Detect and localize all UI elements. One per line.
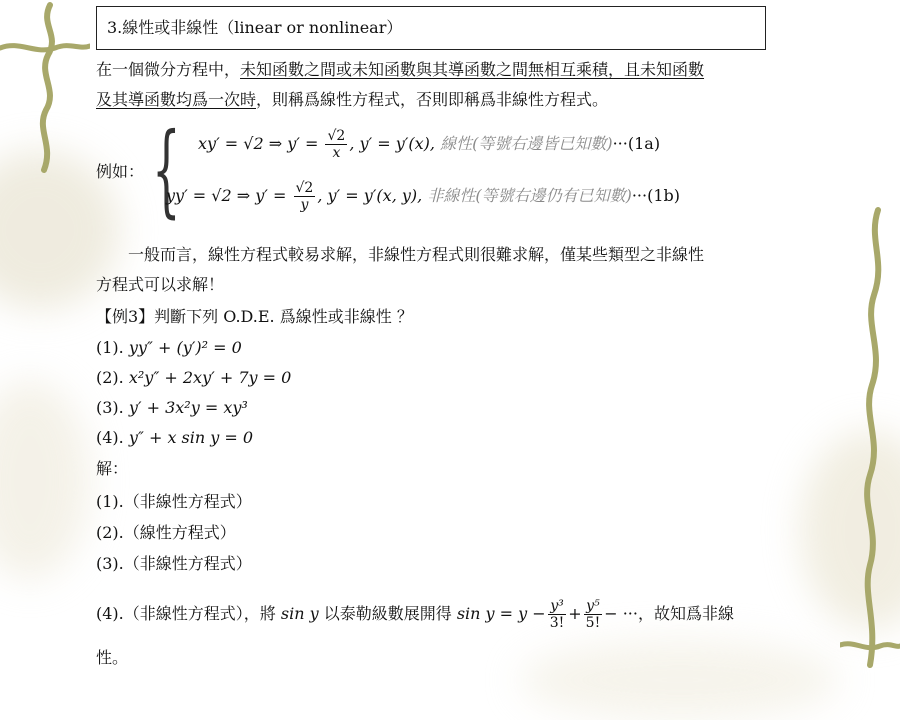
problem-equation: y″ + x sin y = 0 (128, 428, 254, 447)
eq1b-frac-num: √2 (295, 180, 314, 196)
general-line-1: 一般而言，線性方程式較易求解，非線性方程式則很難求解，僅某些類型之非線性 (128, 245, 705, 264)
eq1a-frac-den: x (332, 145, 341, 161)
intro-underlined-2: 及其導函數均爲一次時 (96, 90, 257, 109)
answer4-suffix: ，故知爲非線 (637, 604, 734, 623)
series-term-2-den: 5! (585, 615, 601, 631)
document-page (96, 0, 826, 675)
answer-1: (1).（非線性方程式） (96, 492, 252, 511)
answer-4 (96, 598, 734, 631)
intro-prefix: 在一個微分方程中， (96, 60, 241, 79)
answer4-sin: sin y (280, 604, 319, 623)
eq1a-lhs: xy′ = √2 ⇒ y′ = (198, 134, 319, 153)
eq1b-tag: ···(1b) (631, 186, 680, 205)
problem-number: (3). (96, 398, 124, 417)
eq1b-note: 非線性(等號右邊仍有已知數) (427, 186, 632, 205)
background-blob-left-lower (0, 380, 90, 580)
eq1a-note: 線性(等號右邊皆已知數) (440, 134, 613, 153)
eq1a-tag: ···(1a) (612, 134, 661, 153)
solution-label: 解： (96, 459, 129, 478)
problem-4 (96, 425, 253, 451)
problem-equation: yy″ + (y′)² = 0 (128, 338, 242, 357)
answer4-prefix: (4).（非線性方程式），將 (96, 604, 276, 623)
eq1a-rest: , y′ = y′(x), (349, 134, 435, 153)
intro-line-1 (96, 56, 704, 83)
series-tail: − ··· (604, 604, 638, 623)
example-label: 例如： (96, 162, 145, 181)
intro-underlined-1: 未知函數之間或未知函數與其導函數之間無相互乘積，且未知函數 (240, 60, 705, 79)
eq1b-rest: , y′ = y′(x, y), (317, 186, 423, 205)
series-term-2-num: y⁵ (584, 598, 603, 615)
intro-suffix: ，則稱爲線性方程式，否則即稱爲非線性方程式。 (256, 90, 609, 109)
eq1b-frac-den: y (300, 197, 309, 213)
problem-equation: y′ + 3x²y = xy³ (128, 398, 248, 417)
answer4-lhs: sin y = y − (456, 604, 546, 623)
eq1b-fraction (294, 180, 316, 213)
answer-3: (3).（非線性方程式） (96, 554, 252, 573)
answer-4-line-2: 性。 (96, 648, 129, 667)
example3-heading: 【例3】判斷下列 O.D.E. 爲線性或非線性 ？ (96, 307, 413, 326)
section-title: 3.線性或非線性（linear or nonlinear） (96, 6, 766, 50)
eq1a-fraction (325, 128, 347, 161)
brace-icon: { (152, 111, 181, 228)
intro-line-2 (96, 86, 608, 113)
problem-equation: x²y″ + 2xy′ + 7y = 0 (128, 368, 292, 387)
series-term-1-den: 3! (549, 615, 565, 631)
problem-2 (96, 365, 291, 391)
equation-1a (198, 128, 660, 161)
eq1b-lhs: yy′ = √2 ⇒ y′ = (166, 186, 287, 205)
equation-1b (166, 180, 680, 213)
general-line-2: 方程式可以求解！ (96, 275, 225, 294)
vine-decoration-left-icon (0, 0, 90, 180)
vine-decoration-right-icon (840, 200, 900, 675)
series-term-1-num: y³ (548, 598, 567, 615)
eq1a-frac-num: √2 (327, 128, 346, 144)
series-plus: + (568, 604, 582, 623)
problem-3 (96, 395, 248, 421)
problem-number: (2). (96, 368, 124, 387)
answer-2: (2).（線性方程式） (96, 523, 236, 542)
answer4-mid: 以泰勒級數展開得 (323, 604, 452, 623)
problem-number: (4). (96, 428, 124, 447)
series-term-2 (584, 598, 603, 631)
problem-1 (96, 335, 242, 361)
problem-number: (1). (96, 338, 124, 357)
series-term-1 (548, 598, 567, 631)
